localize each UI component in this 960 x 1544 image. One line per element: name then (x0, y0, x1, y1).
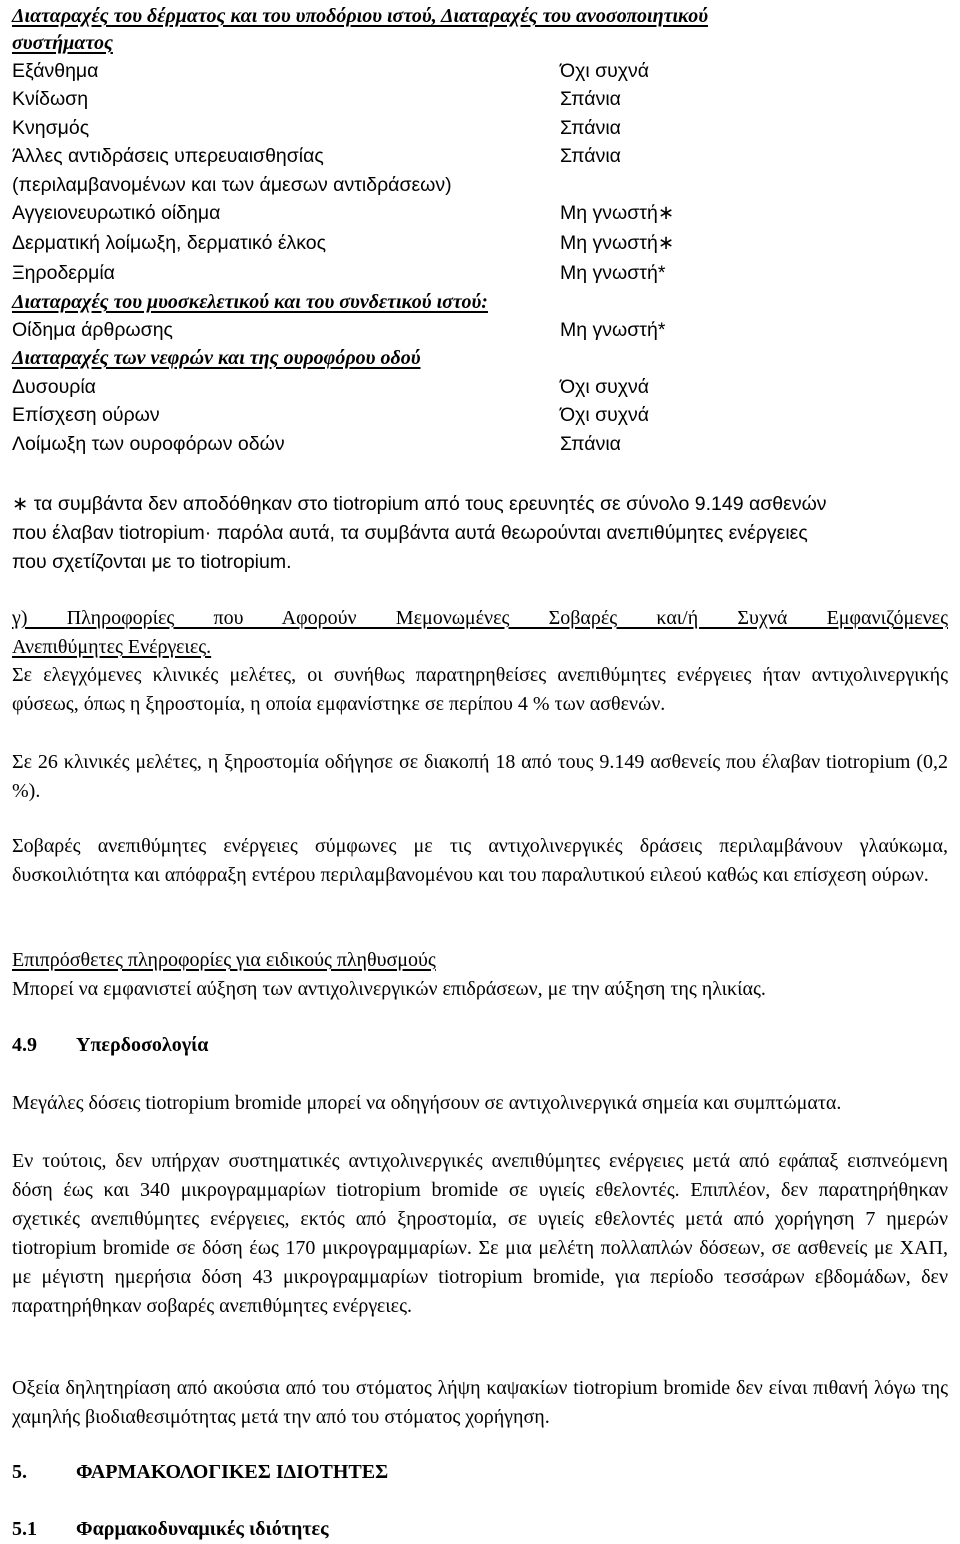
table-row (12, 171, 948, 199)
footnote-line: ∗ τα συμβάντα δεν αποδόθηκαν στο tiotropium από τους ερευνητές σε σύνολο 9.149 ασθενών (12, 493, 827, 515)
adverse-event-label: Ξηροδερμία (12, 262, 115, 284)
special-populations-heading: Επιπρόσθετες πληροφορίες για ειδικούς πληθυσμούς (12, 949, 436, 971)
section-number: 4.9 (12, 1034, 37, 1056)
frequency-value: Σπάνια (560, 88, 621, 110)
footnote-line: που σχετίζονται με το tiotropium. (12, 551, 292, 573)
section-heading-renal: Διαταραχές των νεφρών και της ουροφόρου οδού (12, 347, 421, 369)
table-row (12, 199, 948, 227)
section-heading-5 (12, 1458, 388, 1486)
frequency-value: Μη γνωστή∗ (560, 202, 675, 224)
section-c-heading: γ) Πληροφορίες που Αφορούν Μεμονωμένες Σοβαρές και/ή Συχνά Εμφανιζόμενες (12, 607, 948, 629)
table-row (12, 430, 948, 458)
adverse-event-label: Εξάνθημα (12, 60, 99, 82)
adverse-event-label: Κνίδωση (12, 88, 89, 110)
table-row (12, 316, 948, 344)
section-title: ΦΑΡΜΑΚΟΛΟΓΙΚΕΣ ΙΔΙΟΤΗΤΕΣ (76, 1461, 389, 1483)
table-row (12, 401, 948, 429)
frequency-value: Όχι συχνά (560, 404, 650, 426)
section-title: Φαρμακοδυναμικές ιδιότητες (76, 1518, 329, 1540)
adverse-event-label: Δυσουρία (12, 376, 96, 398)
section-heading-overdose (12, 1031, 208, 1059)
frequency-value: Σπάνια (560, 117, 621, 139)
table-row (12, 114, 948, 142)
section-heading-musculoskeletal: Διαταραχές του μυοσκελετικού και του συνδετικού ιστού: (12, 291, 488, 313)
section-number: 5. (12, 1461, 27, 1483)
section-c-paragraph: Σε ελεγχόμενες κλινικές μελέτες, οι συνήθως παρατηρηθείσες ανεπιθύμητες ενέργειες ήταν αντιχολινεργικής φύσεως, όπως η ξηροστομία, η οποία εμφανίστηκε σε περίπου 4 % των ασθενών. (12, 664, 948, 715)
table-row (12, 373, 948, 401)
frequency-value: Μη γνωστή* (560, 319, 666, 341)
frequency-value: Όχι συχνά (560, 376, 650, 398)
section-c-paragraph: Σε 26 κλινικές μελέτες, η ξηροστομία οδήγησε σε διακοπή 18 από τους 9.149 ασθενείς που έλαβαν tiotropium (0,2 %). (12, 751, 948, 802)
adverse-event-label: Επίσχεση ούρων (12, 404, 160, 426)
overdose-paragraph: Οξεία δηλητηρίαση από ακούσια από του στόματος λήψη καψακίων tiotropium bromide δεν είναι πιθανή λόγω της χαμηλής βιοδιαθεσιμότητας μετά την από του στόματος χορήγηση. (12, 1377, 948, 1428)
overdose-paragraph: Μεγάλες δόσεις tiotropium bromide μπορεί να οδηγήσουν σε αντιχολινεργικά σημεία και συμπτώματα. (12, 1092, 842, 1114)
table-row (12, 259, 948, 287)
section-heading-skin-immune: Διαταραχές του δέρματος και του υποδόριου ιστού, Διαταραχές του ανοσοποιητικού (12, 5, 709, 27)
frequency-value: Όχι συχνά (560, 60, 650, 82)
adverse-event-label: Αγγειονευρωτικό οίδημα (12, 202, 221, 224)
adverse-event-label: (περιλαμβανομένων και των άμεσων αντιδράσεων) (12, 174, 452, 196)
table-row (12, 142, 948, 170)
adverse-event-label: Άλλες αντιδράσεις υπερευαισθησίας (12, 145, 324, 167)
adverse-event-label: Οίδημα άρθρωσης (12, 319, 173, 341)
special-populations-text: Μπορεί να εμφανιστεί αύξηση των αντιχολινεργικών επιδράσεων, με την αύξηση της ηλικίας. (12, 978, 766, 1000)
overdose-paragraph: Εν τούτοις, δεν υπήρχαν συστηματικές αντιχολινεργικές ανεπιθύμητες ενέργειες μετά από εφάπαξ εισπνεόμενη δόση έως και 340 μικρογραμμαρίων tiotropium bromide σε υγιείς εθελοντές. Επιπλέον, δεν παρατηρήθηκαν σχετικές ανεπιθύμητες ενέργειες, εκτός από ξηροστομία, σε υγιείς εθελοντές μετά από χορήγηση 7 ημερών tiotropium bromide σε δόση έως 170 μικρογραμμαρίων. Σε μια μελέτη πολλαπλών δόσεων, σε ασθενείς με ΧΑΠ, με μέγιστη ημερήσια δόση 43 μικρογραμμαρίων tiotropium bromide, για περίοδο τεσσάρων εβδομάδων, δεν παρατηρήθηκαν σοβαρές ανεπιθύμητες ενέργειες. (12, 1150, 948, 1317)
section-title: Υπερδοσολογία (76, 1034, 209, 1056)
frequency-value: Σπάνια (560, 433, 621, 455)
frequency-value: Σπάνια (560, 145, 621, 167)
footnote-line: που έλαβαν tiotropium· παρόλα αυτά, τα συμβάντα αυτά θεωρούνται ανεπιθύμητες ενέργειες (12, 522, 808, 544)
section-heading-skin-immune-cont: συστήματος (12, 32, 113, 54)
table-row (12, 57, 948, 85)
table-row (12, 85, 948, 113)
frequency-value: Μη γνωστή* (560, 262, 666, 284)
section-c-paragraph: Σοβαρές ανεπιθύμητες ενέργειες σύμφωνες με τις αντιχολινεργικές δράσεις περιλαμβάνουν γλαύκωμα, δυσκοιλιότητα και απόφραξη εντέρου περιλαμβανομένου και του παραλυτικού ειλεού καθώς και επίσχεση ούρων. (12, 835, 948, 886)
table-row (12, 229, 948, 257)
section-number: 5.1 (12, 1518, 37, 1540)
frequency-value: Μη γνωστή∗ (560, 232, 675, 254)
section-c-heading-cont: Ανεπιθύμητες Ενέργειες. (12, 636, 212, 658)
adverse-event-label: Κνησμός (12, 117, 90, 139)
section-heading-5-1 (12, 1515, 329, 1543)
adverse-event-label: Δερματική λοίμωξη, δερματικό έλκος (12, 232, 327, 254)
adverse-event-label: Λοίμωξη των ουροφόρων οδών (12, 433, 285, 455)
